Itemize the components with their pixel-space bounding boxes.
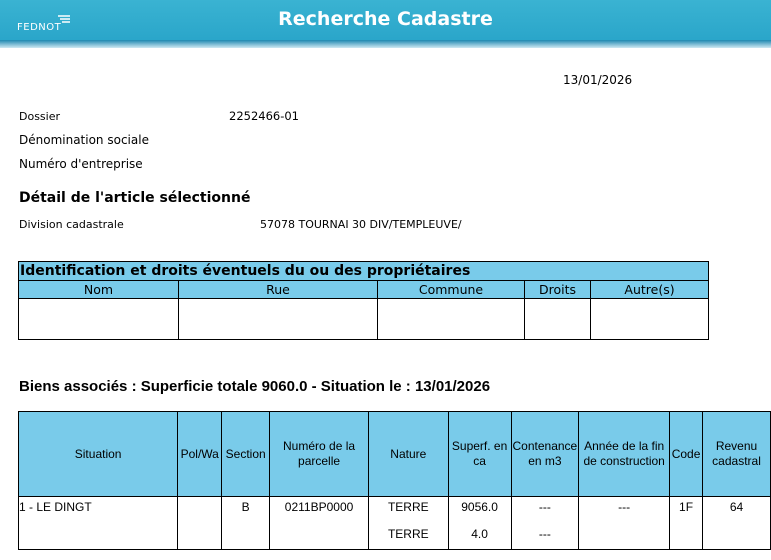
cell-parcelle: 0211BP0000 bbox=[270, 497, 369, 526]
goods-heading: Biens associés : Superficie totale 9060.0 - Situation le : 13/01/2026 bbox=[19, 378, 491, 395]
goods-col-superf: Superf. en ca bbox=[448, 412, 511, 497]
cell-annee bbox=[579, 525, 670, 550]
dossier-label: Dossier bbox=[19, 110, 61, 123]
table-row bbox=[19, 497, 771, 526]
cell-revenu bbox=[703, 525, 771, 550]
report-date: 13/01/2026 bbox=[563, 73, 633, 87]
dossier-value: 2252466-01 bbox=[229, 109, 299, 123]
cell-contenance: --- bbox=[511, 525, 579, 550]
goods-col-contenance: Contenance en m3 bbox=[511, 412, 579, 497]
cell-situation: 1 - LE DINGT bbox=[19, 497, 178, 526]
goods-col-code: Code bbox=[670, 412, 703, 497]
owners-cell bbox=[591, 299, 709, 340]
cell-code: 1F bbox=[670, 497, 703, 526]
cell-polwa bbox=[178, 497, 222, 526]
cell-polwa bbox=[178, 525, 222, 550]
owners-table bbox=[18, 261, 709, 340]
owners-cell bbox=[525, 299, 591, 340]
page-title: Recherche Cadastre bbox=[278, 8, 493, 30]
cell-situation bbox=[19, 525, 178, 550]
table-row bbox=[19, 525, 771, 550]
owners-col-nom: Nom bbox=[19, 281, 179, 299]
owners-cell bbox=[19, 299, 179, 340]
cell-section: B bbox=[222, 497, 270, 526]
cell-superf: 4.0 bbox=[448, 525, 511, 550]
division-label: Division cadastrale bbox=[19, 218, 124, 231]
goods-table bbox=[18, 411, 771, 550]
cell-parcelle bbox=[270, 525, 369, 550]
cell-section bbox=[222, 525, 270, 550]
cell-nature: TERRE bbox=[368, 497, 448, 526]
goods-col-situation: Situation bbox=[19, 412, 178, 497]
division-value: 57078 TOURNAI 30 DIV/TEMPLEUVE/ bbox=[260, 218, 462, 231]
goods-col-nature: Nature bbox=[368, 412, 448, 497]
owners-col-rue: Rue bbox=[179, 281, 378, 299]
owners-heading: Identification et droits éventuels du ou des propriétaires bbox=[19, 262, 709, 281]
header-banner-shadow bbox=[0, 40, 771, 48]
owners-cell bbox=[179, 299, 378, 340]
owners-col-autres: Autre(s) bbox=[591, 281, 709, 299]
owners-cell bbox=[378, 299, 525, 340]
numero-label: Numéro d'entreprise bbox=[19, 157, 143, 171]
logo-text: FEDNOT bbox=[17, 22, 62, 33]
article-heading: Détail de l'article sélectionné bbox=[19, 190, 251, 206]
denomination-label: Dénomination sociale bbox=[19, 133, 149, 147]
cell-revenu: 64 bbox=[703, 497, 771, 526]
cell-code bbox=[670, 525, 703, 550]
goods-col-section: Section bbox=[222, 412, 270, 497]
owners-col-commune: Commune bbox=[378, 281, 525, 299]
goods-col-revenu: Revenu cadastral bbox=[703, 412, 771, 497]
cell-contenance: --- bbox=[511, 497, 579, 526]
goods-col-parcelle: Numéro de la parcelle bbox=[270, 412, 369, 497]
cell-annee: --- bbox=[579, 497, 670, 526]
goods-col-polwa: Pol/Wa bbox=[178, 412, 222, 497]
owners-col-droits: Droits bbox=[525, 281, 591, 299]
cell-superf: 9056.0 bbox=[448, 497, 511, 526]
cell-nature: TERRE bbox=[368, 525, 448, 550]
goods-col-annee: Année de la fin de construction bbox=[579, 412, 670, 497]
